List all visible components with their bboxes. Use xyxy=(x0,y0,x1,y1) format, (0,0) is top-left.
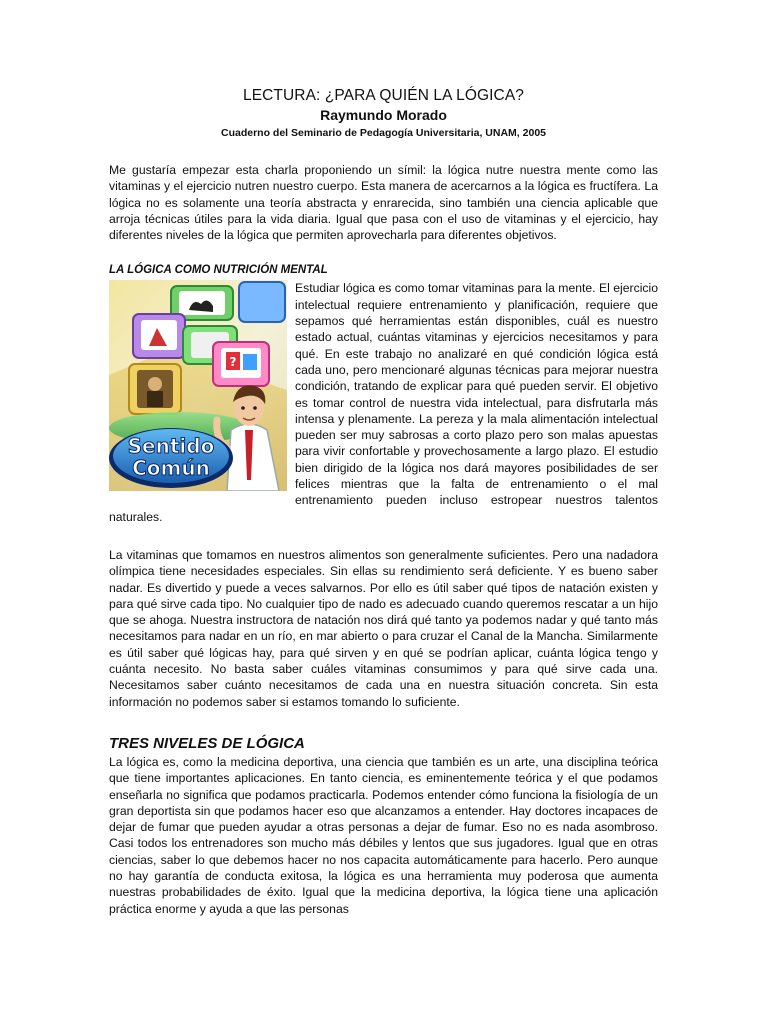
svg-text:Sentido: Sentido xyxy=(127,434,215,459)
section-heading-niveles: TRES NIVELES DE LÓGICA xyxy=(109,734,305,752)
section-heading-nutricion: LA LÓGICA COMO NUTRICIÓN MENTAL xyxy=(109,264,328,277)
document-author: Raymundo Morado xyxy=(320,107,447,123)
svg-text:?: ? xyxy=(229,355,237,370)
section1-paragraph1: Estudiar lógica es como tomar vitaminas para la mente. El ejercicio intelectual requiere entrenamiento y planificación, requiere que sepamos qué herramientas están disponibles, cuál es nuestro estado actual, cuántas vitaminas y ejercicios necesitamos y para qué. En este trabajo no analizaré en qué condición lógica está cada uno, pero mencionaré algunas técnicas para mejorar nuestra condición, tratando de explicar para qué pueden servir. El objetivo es tomar control de nuestra vida intelectual, para disfrutarla más intensa y plenamente. La pereza y la mala alimentación intelectual pueden ser muy sabrosas a corto plazo pero son malas apuestas para vivir confortable y provechosamente a largo plazo. El estudio bien dirigido de la lógica nos dará mayores posibilidades de ser felices mientras que la falta de entrenamiento o el mal entrenamiento pueden incluso estropear nuestros talentos naturales. xyxy=(109,281,658,524)
document-source: Cuaderno del Seminario de Pedagogía Universitaria, UNAM, 2005 xyxy=(220,127,546,139)
section2-paragraph1: La lógica es, como la medicina deportiva, una ciencia que también es un arte, una disciplina teórica que tiene importantes aplicaciones. En tanto ciencia, es eminentemente teórica y el que podamos enseñarla no significa que podamos practicarla. Podemos entender cómo funciona la fisiología de un gran deportista sin que podamos hacer eso que alcanzamos a entender. Hay doctores incapaces de dejar de fumar que pueden ayudar a otras personas a dejar de fumar. Eso no es nada asombroso. Casi todos los entrenadores son mucho más débiles y lentos que sus jugadores. Igual que en otras ciencias, saber lo que debemos hacer no nos capacita automáticamente para hacerlo. Pero aunque no hay garantía de conducta exitosa, la lógica es una herramienta muy poderosa que aumenta nuestras probabilidades de éxito. Igual que la medicina deportiva, la lógica tiene una aplicación práctica enorme y ayuda a que las personas xyxy=(109,754,658,916)
sentido-comun-logo xyxy=(109,428,233,488)
platform-monalisa xyxy=(129,364,181,414)
section1-paragraph2: La vitaminas que tomamos en nuestros alimentos son generalmente suficientes. Pero una nadadora olímpica tiene necesidades especiales. Sin ellas su rendimiento será deficiente. Y es bueno saber nadar. Es divertido y puede a veces salvarnos. Por ello es útil saber qué tipos de natación existen y para qué sirve cada tipo. No cualquier tipo de nado es adecuado cuando queremos rescatar a un hijo que se ahoga. Nuestra instructora de natación nos dirá qué tanto ya podemos nadar y qué tanto más necesitamos para nadar en un río, en mar abierto o para cruzar el Canal de la Mancha. Similarmente es útil saber qué lógicas hay, para qué sirven y en qué se podrían aplicar, cuánta lógica tengo y cuánta necesito. No basta saber cuáles vitaminas consumimos y para qué sirve cada una. Necesitamos saber cuánto necesitamos de cada una en nuestra situación concreta. Sin esta información no podemos saber si estamos tomando lo suficiente. xyxy=(109,547,658,709)
sentido-comun-illustration xyxy=(109,280,287,491)
svg-text:Común: Común xyxy=(132,456,210,481)
intro-paragraph: Me gustaría empezar esta charla proponiendo un símil: la lógica nutre nuestra mente como las vitaminas y el ejercicio nutren nuestro cuerpo. Esta manera de acercarnos a la lógica es fructífera. La lógica no es solamente una teoría abstracta y enrarecida, sino también una ciencia aplicable que arroja técnicas útiles para la vida diaria. Igual que pasa con el uso de vitaminas y el ejercicio, hay diferentes niveles de la lógica que permiten aprovecharla para diferentes objetivos. xyxy=(109,163,658,243)
platform-question xyxy=(213,342,269,386)
title-block xyxy=(109,0,658,140)
platform-portrait xyxy=(133,314,185,358)
platform-blue xyxy=(239,282,285,322)
document-title: LECTURA: ¿PARA QUIÉN LA LÓGICA? xyxy=(242,87,525,104)
